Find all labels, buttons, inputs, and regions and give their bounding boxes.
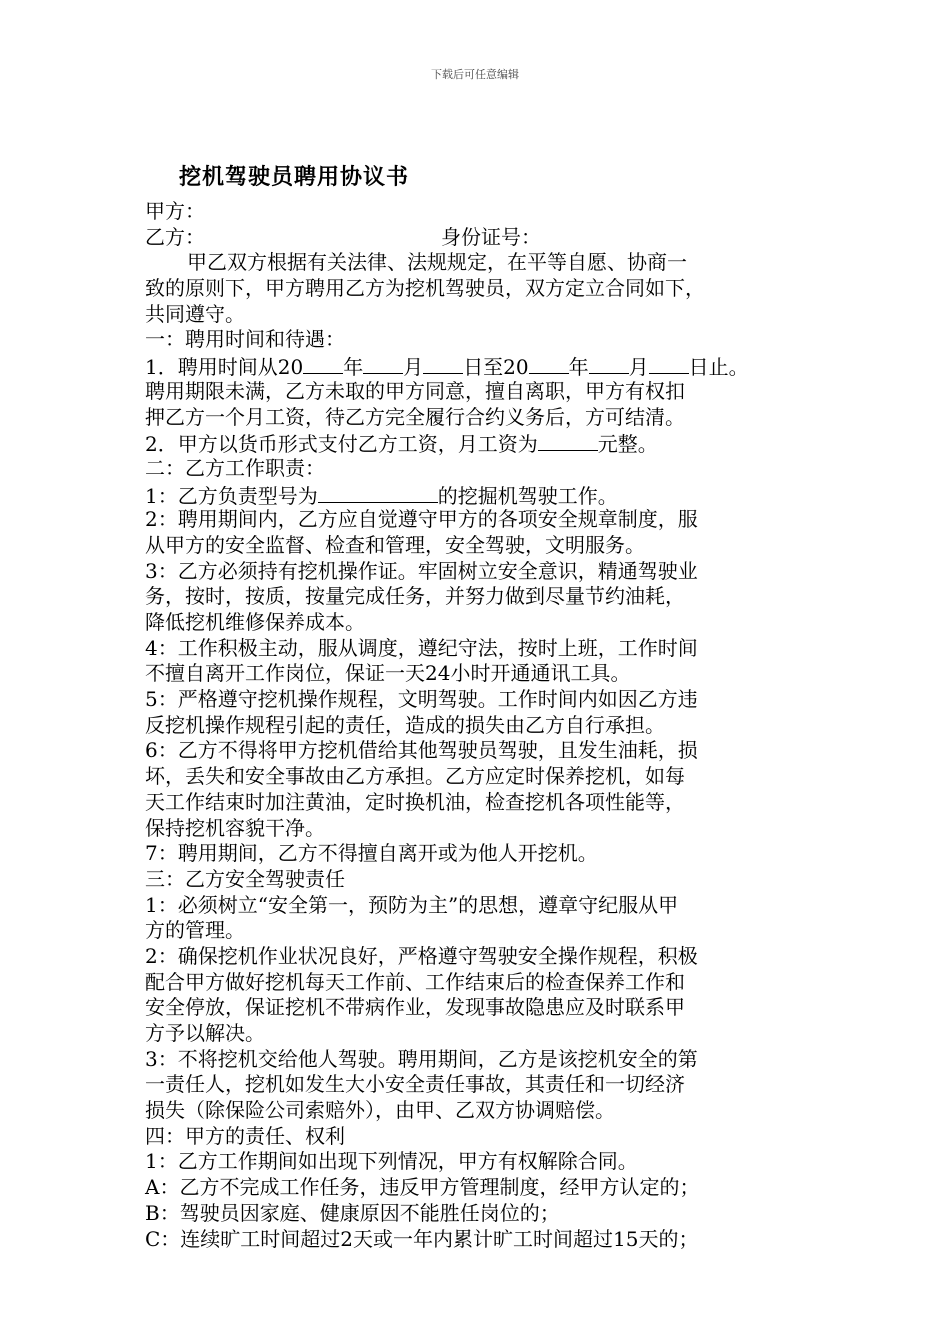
paragraph-line: 押乙方一个月工资，待乙方完全履行合约义务后，方可结清。 [145,404,685,429]
term-line: 1．聘用时间从20 年 月 日至20 年 月 日止。 [145,355,749,380]
section-heading: 二：乙方工作职责： [145,455,325,480]
party-a-line [145,199,815,225]
paragraph-line: 致的原则下，甲方聘用乙方为挖机驾驶员，双方定立合同如下， [145,276,705,301]
blank-field[interactable] [318,482,438,503]
paragraph-line: 不擅自离开工作岗位，保证一天24小时开通通讯工具。 [145,661,631,686]
party-a-label: 甲方： [145,199,205,223]
model-line: 1：乙方负责型号为 的挖掘机驾驶工作。 [145,483,618,508]
paragraph-line: 7：聘用期间，乙方不得擅自离开或为他人开挖机。 [145,841,598,866]
paragraph-line: 6：乙方不得将甲方挖机借给其他驾驶员驾驶，且发生油耗，损 [145,738,698,763]
blank-field[interactable] [538,430,598,451]
paragraph-line: 一责任人，挖机如发生大小安全责任事故，其责任和一切经济 [145,1072,685,1097]
paragraph-line: 4：工作积极主动，服从调度，遵纪守法，按时上班，工作时间 [145,635,698,660]
paragraph-line: 降低挖机维修保养成本。 [145,610,365,634]
paragraph-line: 5：严格遵守挖机操作规程，文明驾驶。工作时间内如因乙方违 [145,687,698,712]
blank-field[interactable] [303,353,343,374]
section-heading: 四：甲方的责任、权利 [145,1123,345,1148]
blank-field[interactable] [363,353,403,374]
paragraph-line: 方予以解决。 [145,1021,265,1045]
paragraph-line: B：驾驶员因家庭、健康原因不能胜任岗位的； [145,1200,560,1225]
paragraph-line: C：连续旷工时间超过2天或一年内累计旷工时间超过15天的； [145,1226,699,1251]
paragraph-line: 配合甲方做好挖机每天工作前、工作结束后的检查保养工作和 [145,969,685,994]
paragraph-line: 损失（除保险公司索赔外），由甲、乙双方协调赔偿。 [145,1098,615,1123]
document-title: 挖机驾驶员聘用协议书 [179,165,410,190]
paragraph-line: 2：聘用期间内，乙方应自觉遵守甲方的各项安全规章制度，服 [145,507,698,532]
paragraph-line: 共同遵守。 [145,301,245,326]
paragraph-line: 从甲方的安全监督、检查和管理，安全驾驶，文明服务。 [145,532,645,557]
paragraph-line: 1：乙方工作期间如出现下列情况，甲方有权解除合同。 [145,1149,638,1174]
paragraph-line: 安全停放，保证挖机不带病作业，发现事故隐患应及时联系甲 [145,995,685,1020]
section-heading: 一：聘用时间和待遇： [145,327,345,352]
paragraph-line: 2：确保挖机作业状况良好，严格遵守驾驶安全操作规程，积极 [145,943,698,968]
salary-line: 2．甲方以货币形式支付乙方工资，月工资为 元整。 [145,432,658,457]
paragraph-line: 甲乙双方根据有关法律、法规规定，在平等自愿、协商一 [187,250,687,275]
blank-field[interactable] [589,353,629,374]
page-header-note: 下载后可任意编辑 [431,68,519,81]
paragraph-line: 3：乙方必须持有挖机操作证。牢固树立安全意识，精通驾驶业 [145,558,698,583]
blank-field[interactable] [529,353,569,374]
paragraph-line: 3：不将挖机交给他人驾驶。聘用期间，乙方是该挖机安全的第 [145,1046,698,1071]
paragraph-line: 反挖机操作规程引起的责任，造成的损失由乙方自行承担。 [145,712,665,737]
paragraph-line: 天工作结束时加注黄油，定时换机油，检查挖机各项性能等， [145,789,685,814]
paragraph-line: 方的管理。 [145,918,245,943]
party-b-line [145,225,815,251]
blank-field[interactable] [423,353,463,374]
paragraph-line: A：乙方不完成工作任务，违反甲方管理制度，经甲方认定的； [145,1175,700,1200]
blank-field[interactable] [649,353,689,374]
paragraph-line: 坏，丢失和安全事故由乙方承担。乙方应定时保养挖机，如每 [145,764,685,789]
paragraph-line: 保持挖机容貌干净。 [145,815,325,840]
document-body [145,199,815,1252]
party-b-label: 乙方： [145,224,205,249]
paragraph-line: 1：必须树立“安全第一，预防为主”的思想，遵章守纪服从甲 [145,892,679,917]
paragraph-line: 务，按时，按质，按量完成任务，并努力做到尽量节约油耗， [145,584,685,609]
id-number-label: 身份证号： [441,224,541,249]
section-heading: 三：乙方安全驾驶责任 [145,866,345,891]
paragraph-line: 聘用期限未满，乙方未取的甲方同意，擅自离职，甲方有权扣 [145,378,685,403]
